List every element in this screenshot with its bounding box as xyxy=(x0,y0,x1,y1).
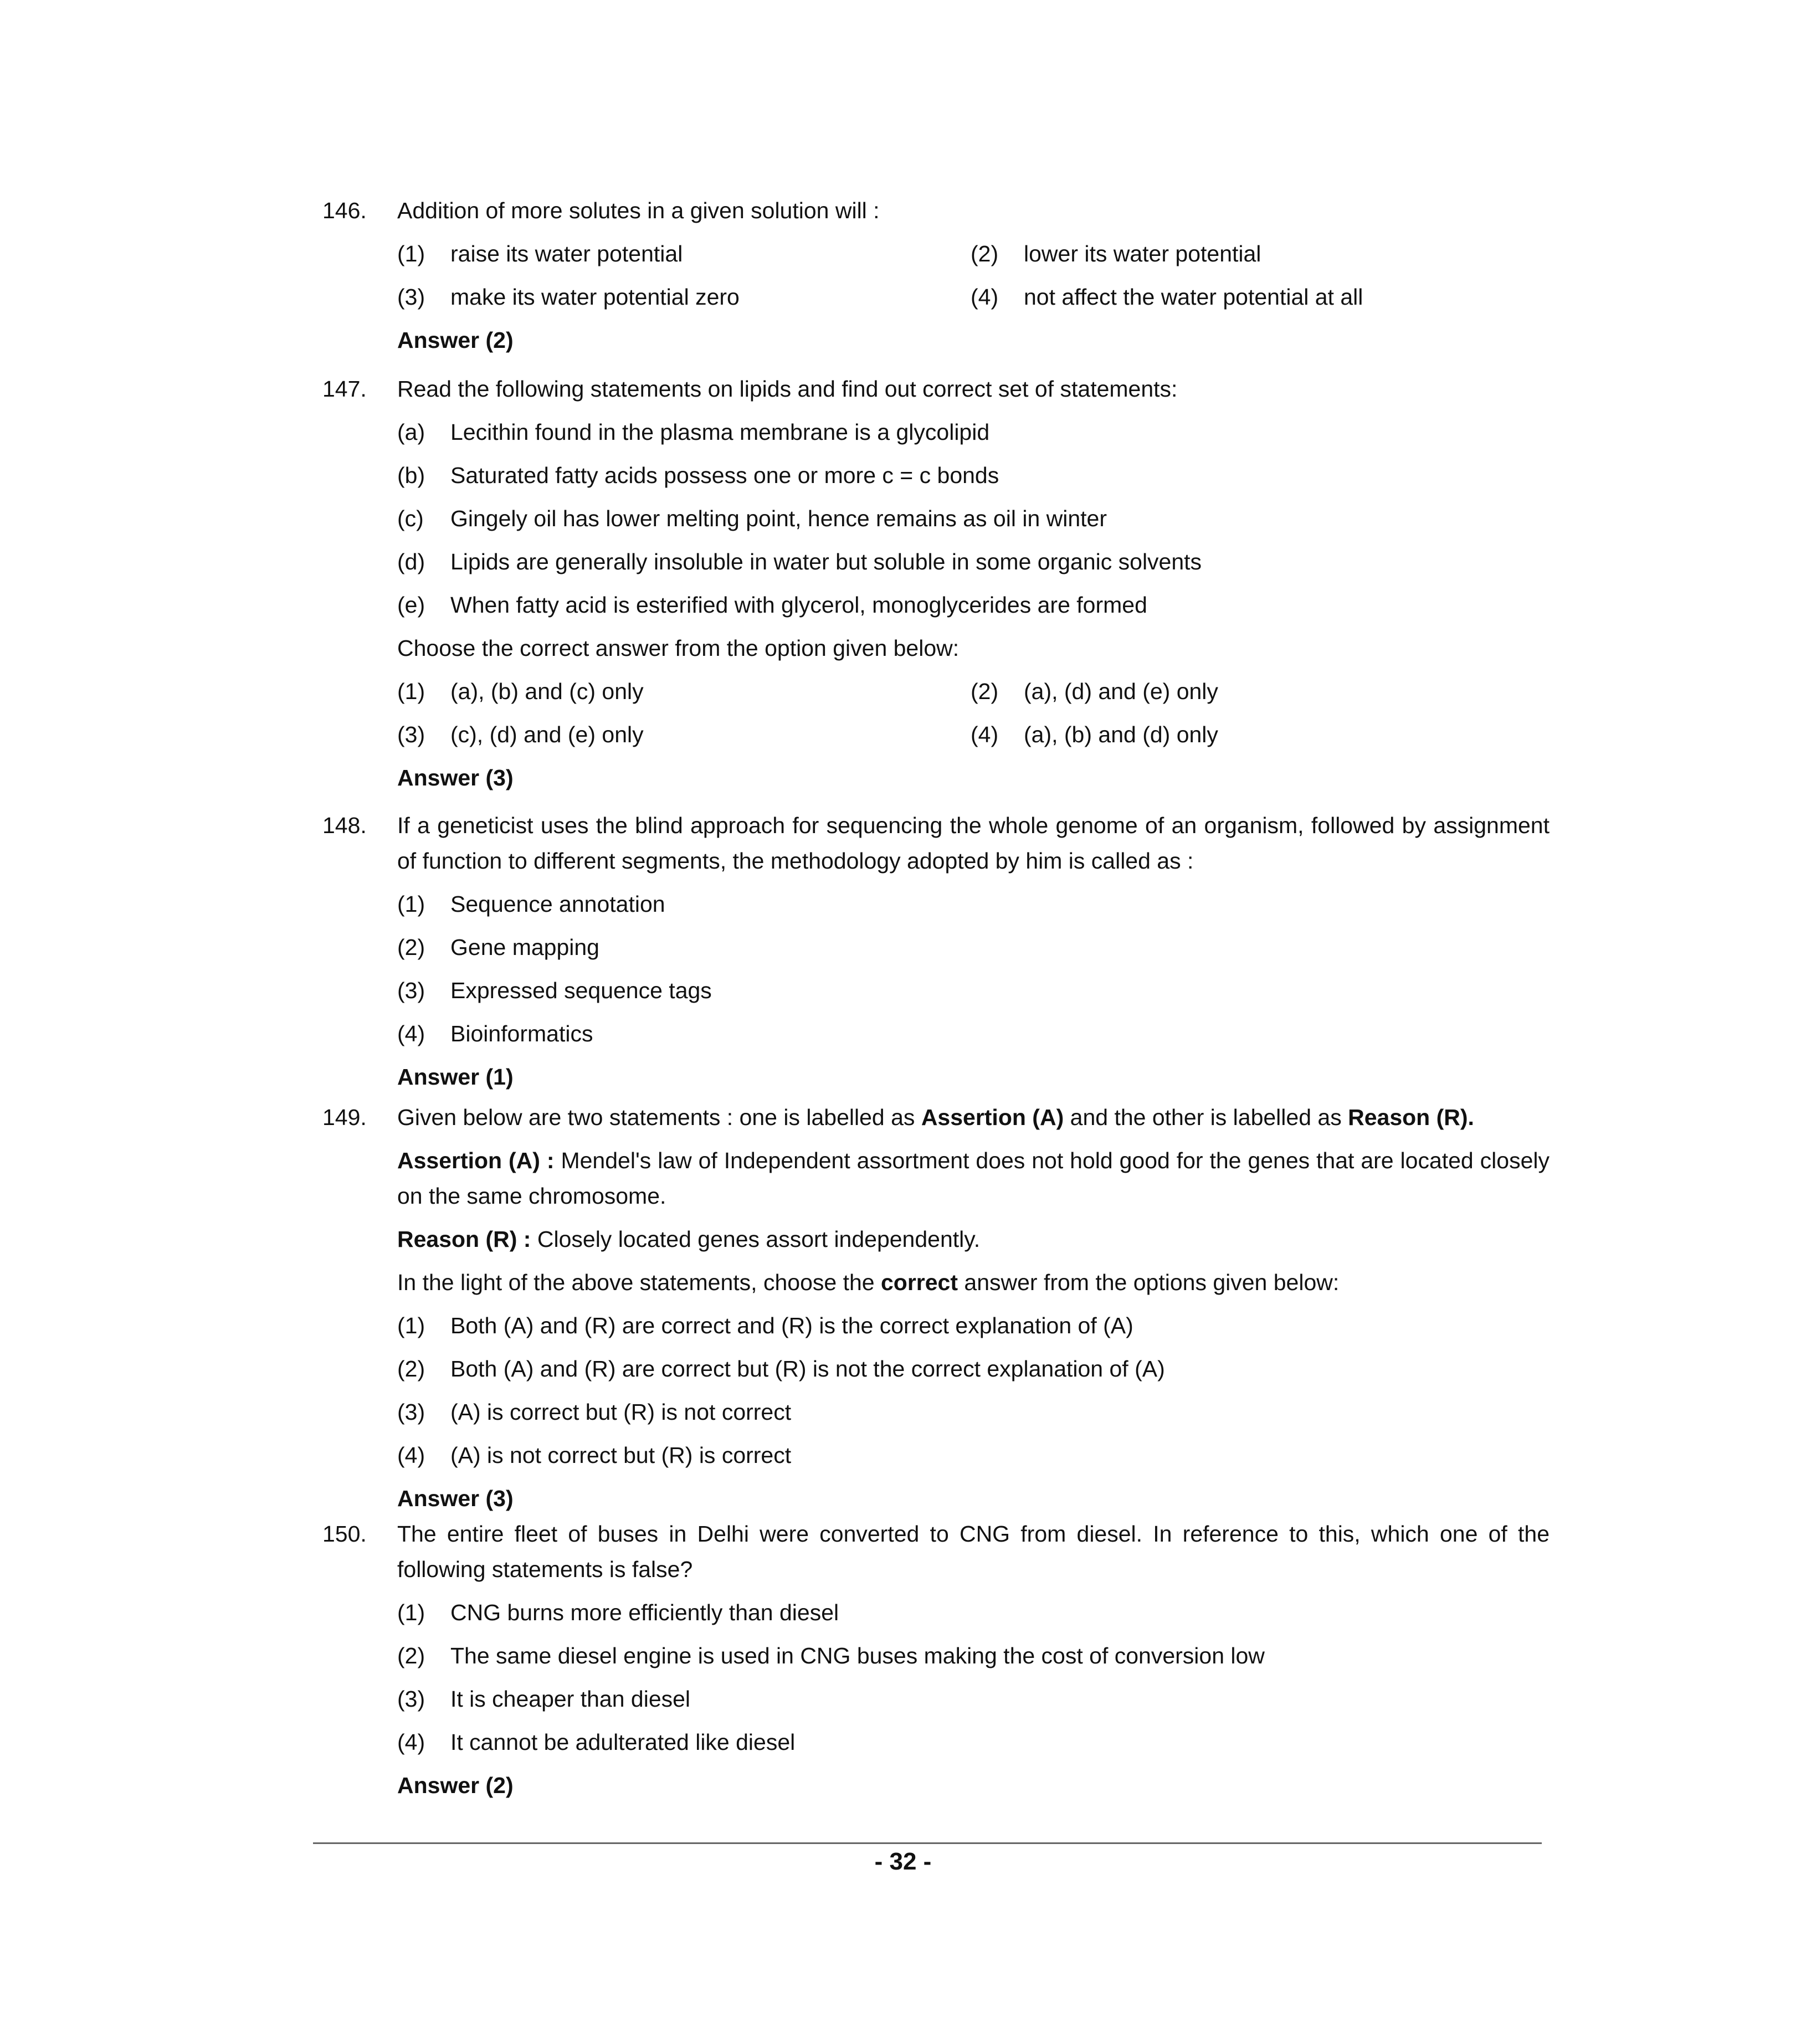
question-number: 148. xyxy=(322,813,367,838)
option-text: It cannot be adulterated like diesel xyxy=(450,1729,796,1755)
question-prompt: Choose the correct answer from the option given below: xyxy=(397,635,960,661)
question-text xyxy=(397,1100,1550,1135)
option-text: (c), (d) and (e) only xyxy=(450,722,644,747)
option-4 xyxy=(971,279,1544,315)
question-text: The entire fleet of buses in Delhi were converted to CNG from diesel. In reference to this, which one of the following statements is false? xyxy=(397,1521,1550,1582)
option-row xyxy=(397,717,1550,752)
option-row xyxy=(397,236,1550,271)
option-text: (A) is not correct but (R) is correct xyxy=(450,1442,792,1468)
assertion-statement xyxy=(397,1143,1550,1214)
option-label: (1) xyxy=(397,891,425,917)
assertion-heading: Assertion (A) : xyxy=(397,1148,555,1173)
reason-label: Reason (R). xyxy=(1348,1105,1474,1130)
question-body xyxy=(397,808,1550,1095)
option-text: make its water potential zero xyxy=(450,284,740,310)
question-number: 147. xyxy=(322,376,367,402)
option-2 xyxy=(971,236,1544,271)
page-number: - 32 - xyxy=(874,1848,932,1875)
option-3 xyxy=(397,279,971,315)
question-number: 146. xyxy=(322,198,367,223)
question-body xyxy=(397,1516,1550,1803)
statement-text: Lipids are generally insoluble in water but soluble in some organic solvents xyxy=(450,549,1202,574)
question-149 xyxy=(324,1100,1548,1516)
option-text: Both (A) and (R) are correct and (R) is the correct explanation of (A) xyxy=(450,1313,1133,1338)
statement-b xyxy=(397,458,1550,493)
prompt-emphasis: correct xyxy=(880,1270,958,1295)
option-3 xyxy=(397,1681,1550,1717)
statement-text: Lecithin found in the plasma membrane is a glycolipid xyxy=(450,419,990,445)
question-body xyxy=(397,193,1550,358)
option-1 xyxy=(397,1308,1550,1343)
answer: Answer (1) xyxy=(397,1064,514,1090)
statement-label: (c) xyxy=(397,506,424,531)
statement-label: (b) xyxy=(397,463,425,488)
assertion-label: Assertion (A) xyxy=(921,1105,1064,1130)
option-4 xyxy=(397,1437,1550,1473)
option-2 xyxy=(397,1351,1550,1386)
option-text: Gene mapping xyxy=(450,934,599,960)
option-4 xyxy=(397,1724,1550,1760)
option-label: (2) xyxy=(397,934,425,960)
option-row xyxy=(397,279,1550,315)
statement-label: (e) xyxy=(397,592,425,618)
option-text: (a), (b) and (c) only xyxy=(450,679,644,704)
option-label: (3) xyxy=(397,1686,425,1712)
option-label: (2) xyxy=(397,1356,425,1382)
option-label: (2) xyxy=(971,241,999,266)
question-147 xyxy=(324,371,1548,795)
option-4 xyxy=(397,1016,1550,1051)
option-label: (3) xyxy=(397,284,425,310)
option-1 xyxy=(397,1595,1550,1630)
statement-label: (d) xyxy=(397,549,425,574)
prompt-text: answer from the options given below: xyxy=(964,1270,1340,1295)
option-label: (1) xyxy=(397,1600,425,1625)
question-text: If a geneticist uses the blind approach for sequencing the whole genome of an organism, followed by assignment of function to different segments, the methodology adopted by him is called as : xyxy=(397,813,1550,874)
option-1 xyxy=(397,674,971,709)
option-3 xyxy=(397,717,971,752)
statement-d xyxy=(397,544,1550,579)
option-2 xyxy=(397,929,1550,965)
option-text: Expressed sequence tags xyxy=(450,978,712,1003)
statement-label: (a) xyxy=(397,419,425,445)
answer: Answer (2) xyxy=(397,1773,514,1798)
option-text: CNG burns more efficiently than diesel xyxy=(450,1600,839,1625)
question-146 xyxy=(324,193,1548,358)
option-label: (4) xyxy=(971,722,999,747)
option-text: (a), (b) and (d) only xyxy=(1024,722,1218,747)
option-text: (A) is correct but (R) is not correct xyxy=(450,1399,792,1425)
question-150 xyxy=(324,1516,1548,1803)
statement-c xyxy=(397,501,1550,536)
option-label: (4) xyxy=(397,1021,425,1046)
question-body xyxy=(397,1100,1550,1516)
reason-heading: Reason (R) : xyxy=(397,1226,531,1252)
question-body xyxy=(397,371,1550,795)
option-3 xyxy=(397,1394,1550,1430)
option-label: (1) xyxy=(397,241,425,266)
option-label: (4) xyxy=(971,284,999,310)
option-label: (3) xyxy=(397,978,425,1003)
option-text: The same diesel engine is used in CNG buses making the cost of conversion low xyxy=(450,1643,1265,1668)
option-text: lower its water potential xyxy=(1024,241,1261,266)
reason-statement xyxy=(397,1221,1550,1257)
question-text: Read the following statements on lipids and find out correct set of statements: xyxy=(397,376,1178,402)
option-text: not affect the water potential at all xyxy=(1024,284,1363,310)
option-1 xyxy=(397,886,1550,922)
statement-text: Gingely oil has lower melting point, hence remains as oil in winter xyxy=(450,506,1107,531)
option-text: It is cheaper than diesel xyxy=(450,1686,691,1712)
question-number: 150. xyxy=(322,1521,367,1547)
option-3 xyxy=(397,973,1550,1008)
option-4 xyxy=(971,717,1544,752)
statement-a xyxy=(397,414,1550,450)
option-label: (3) xyxy=(397,722,425,747)
statement-text: When fatty acid is esterified with glycerol, monoglycerides are formed xyxy=(450,592,1147,618)
option-text: (a), (d) and (e) only xyxy=(1024,679,1218,704)
reason-text: Closely located genes assort independently. xyxy=(537,1226,981,1252)
option-label: (1) xyxy=(397,1313,425,1338)
statement-e xyxy=(397,587,1550,623)
question-148 xyxy=(324,808,1548,1095)
intro-text: and the other is labelled as xyxy=(1070,1105,1342,1130)
question-text: Addition of more solutes in a given solution will : xyxy=(397,198,880,223)
option-label: (1) xyxy=(397,679,425,704)
intro-text: Given below are two statements : one is labelled as xyxy=(397,1105,915,1130)
option-text: Bioinformatics xyxy=(450,1021,593,1046)
prompt-text: In the light of the above statements, choose the xyxy=(397,1270,875,1295)
option-label: (2) xyxy=(971,679,999,704)
assertion-text: Mendel's law of Independent assortment does not hold good for the genes that are located closely on the same chromosome. xyxy=(397,1148,1550,1209)
question-prompt xyxy=(397,1265,1550,1300)
option-2 xyxy=(397,1638,1550,1673)
answer: Answer (3) xyxy=(397,765,514,790)
option-label: (4) xyxy=(397,1442,425,1468)
option-row xyxy=(397,674,1550,709)
option-text: raise its water potential xyxy=(450,241,683,266)
option-label: (2) xyxy=(397,1643,425,1668)
statement-text: Saturated fatty acids possess one or more c = c bonds xyxy=(450,463,999,488)
option-label: (4) xyxy=(397,1729,425,1755)
option-text: Sequence annotation xyxy=(450,891,665,917)
answer: Answer (3) xyxy=(397,1486,514,1511)
option-1 xyxy=(397,236,971,271)
option-2 xyxy=(971,674,1544,709)
option-text: Both (A) and (R) are correct but (R) is not the correct explanation of (A) xyxy=(450,1356,1165,1382)
option-label: (3) xyxy=(397,1399,425,1425)
question-number: 149. xyxy=(322,1105,367,1130)
answer: Answer (2) xyxy=(397,327,514,353)
